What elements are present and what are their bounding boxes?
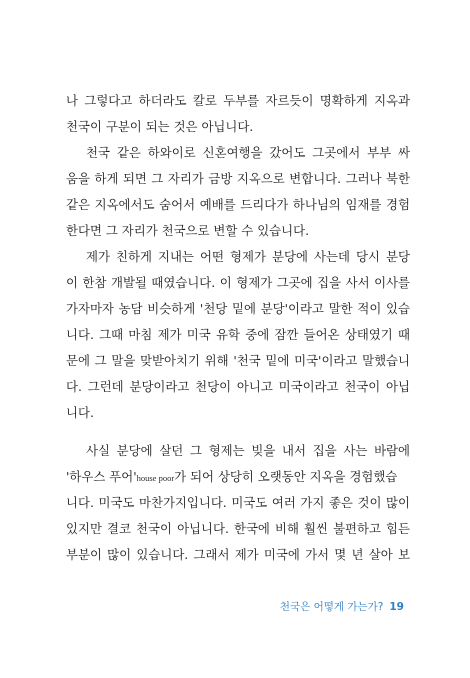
- running-title: 천국은 어떻게 가는가?: [279, 601, 384, 613]
- paragraph: [66, 244, 410, 426]
- text-line: 니다. 그때 마침 제가 미국 유학 중에 잠깐 들어온 상태였기 때: [66, 327, 410, 342]
- text-line: 나 그렇다고 하더라도 칼로 두부를 자르듯이 명확하게 지옥과: [66, 93, 410, 108]
- text-line: 문에 그 말을 맞받아치기 위해 '천국 밑에 미국'이라고 말했습니: [66, 353, 410, 368]
- paragraph: [66, 438, 410, 568]
- text-line: 사실 분당에 살던 그 형제는 빚을 내서 집을 사는 바람에: [86, 443, 410, 458]
- page-number: 19: [389, 601, 404, 613]
- text-line: 니다. 미국도 마찬가지입니다. 미국도 여러 가지 좋은 것이 많이: [66, 495, 410, 510]
- text-line: 니다.: [66, 405, 94, 420]
- body-text: [66, 88, 410, 568]
- quoted-term: '하우스 푸어': [66, 469, 137, 484]
- page-footer: [280, 599, 404, 614]
- text-line: 가자마자 농담 비슷하게 '천당 밑에 분당'이라고 말한 적이 있습: [66, 301, 410, 316]
- text-line: 천국 같은 하와이로 신혼여행을 갔어도 그곳에서 부부 싸: [86, 145, 410, 160]
- text-line: 천국이 구분이 되는 것은 아닙니다.: [66, 119, 254, 134]
- text-line: 있지만 결코 천국이 아닙니다. 한국에 비해 훨씬 불편하고 힘든: [66, 521, 410, 536]
- text-line: 이 한참 개발될 때였습니다. 이 형제가 그곳에 집을 사서 이사를: [66, 275, 410, 290]
- text-line: 같은 지옥에서도 숨어서 예배를 드리다가 하나님의 임재를 경험: [66, 197, 410, 212]
- paragraph: [66, 88, 410, 140]
- text-line: 움을 하게 되면 그 자리가 금방 지옥으로 변합니다. 그러나 북한: [66, 171, 410, 186]
- text-line: 제가 친하게 지내는 어떤 형제가 분당에 사는데 당시 분당: [86, 249, 410, 264]
- paragraph-gap: [66, 426, 410, 438]
- text-line-with-gloss: [66, 464, 410, 490]
- english-gloss: house poor: [136, 473, 175, 483]
- text-line: 다. 그런데 분당이라고 천당이 아니고 미국이라고 천국이 아닙: [66, 379, 410, 394]
- text-line: 부분이 많이 있습니다. 그래서 제가 미국에 가서 몇 년 살아 보: [66, 547, 410, 562]
- text-fragment: 가 되어 상당히 오랫동안 지옥을 경험했습: [174, 469, 398, 484]
- text-line: 한다면 그 자리가 천국으로 변할 수 있습니다.: [66, 223, 310, 238]
- paragraph: [66, 140, 410, 244]
